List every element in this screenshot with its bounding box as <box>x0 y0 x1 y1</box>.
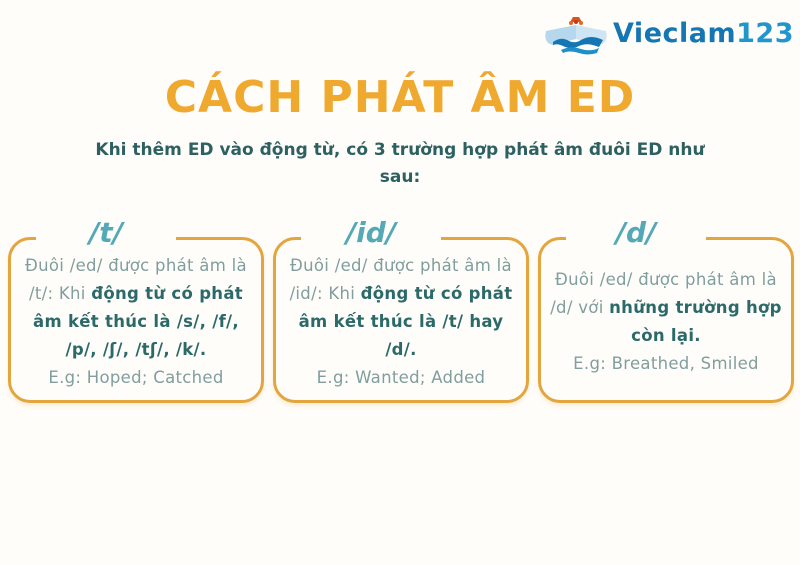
card-id-example: E.g: Wanted; Added <box>316 368 486 387</box>
card-d-text <box>541 262 791 378</box>
card-t-rule: động từ có phát âm kết thúc là /s/, /f/, /p/, /ʃ/, /tʃ/, /k/. <box>33 284 243 359</box>
card-t <box>8 216 264 403</box>
open-book-logo-icon <box>541 10 611 56</box>
card-d-intro: Đuôi /ed/ được phát âm là /d/ với <box>550 270 777 317</box>
logo-text <box>613 17 794 49</box>
card-d-example: E.g: Breathed, Smiled <box>573 354 759 373</box>
card-t-example: E.g: Hoped; Catched <box>48 368 224 387</box>
logo-text-number: 123 <box>736 17 794 49</box>
page-title: CÁCH PHÁT ÂM ED <box>164 72 636 123</box>
card-d-label: /d/ <box>566 218 706 250</box>
card-t-intro: Đuôi /ed/ được phát âm là /t/: Khi <box>25 256 247 303</box>
card-id-intro: Đuôi /ed/ được phát âm là /id/: Khi <box>289 256 512 303</box>
card-id-label: /id/ <box>301 218 441 250</box>
card-id <box>273 216 529 403</box>
vieclam123-logo <box>541 10 794 56</box>
subtitle-line-2: sau: <box>379 167 421 188</box>
card-t-text <box>11 248 261 392</box>
card-id-text <box>276 248 526 392</box>
card-id-rule: động từ có phát âm kết thúc là /t/ hay /d/. <box>298 284 513 359</box>
pronunciation-cards <box>8 216 794 403</box>
card-d <box>538 216 794 403</box>
page-subtitle <box>0 137 800 191</box>
logo-text-main: Vieclam <box>613 17 737 49</box>
subtitle-line-1: Khi thêm ED vào động từ, có 3 trường hợp phát âm đuôi ED như <box>95 140 705 160</box>
card-d-rule: những trường hợp còn lại. <box>609 298 782 345</box>
card-t-label: /t/ <box>36 218 176 250</box>
